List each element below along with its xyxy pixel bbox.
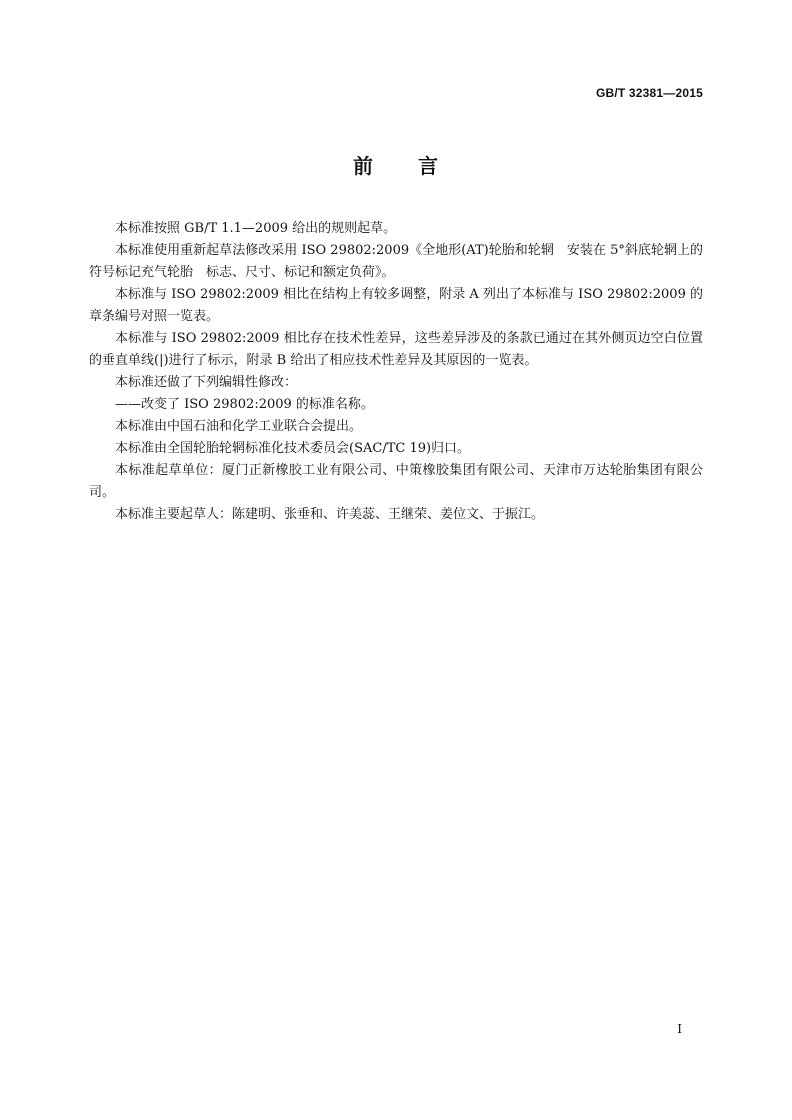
paragraph-drafting-units: 本标准起草单位：厦门正新橡胶工业有限公司、中策橡胶集团有限公司、天津市万达轮胎集团有限公司。: [89, 463, 703, 500]
paragraph-proposer: 本标准由中国石油和化学工业联合会提出。: [115, 419, 363, 434]
paragraph-technical-differences: 本标准与 ISO 29802:2009 相比存在技术性差异，这些差异涉及的条款已通过在其外侧页边空白位置的垂直单线(|)进行了标示，附录 B 给出了相应技术性差异及其原因的一览表。: [89, 331, 703, 368]
paragraph-drafters: 本标准主要起草人：陈建明、张垂和、许美蕊、王继荣、姜位文、于振江。: [115, 507, 545, 522]
document-code: GB/T 32381—2015: [595, 86, 703, 100]
paragraph-editorial-changes: 本标准还做了下列编辑性修改：: [115, 375, 298, 390]
paragraph-adoption: 本标准使用重新起草法修改采用 ISO 29802:2009《全地形(AT)轮胎和轮辋 安装在 5°斜底轮辋上的符号标记充气轮胎 标志、尺寸、标记和额定负荷》。: [89, 243, 703, 280]
title-char-1: 前: [353, 154, 374, 178]
page-title: [0, 150, 792, 179]
title-char-2: 言: [418, 154, 439, 178]
paragraph-structure-changes: 本标准与 ISO 29802:2009 相比在结构上有较多调整，附录 A 列出了本标准与 ISO 29802:2009 的章条编号对照一览表。: [89, 287, 703, 324]
foreword-body: [89, 218, 703, 526]
paragraph-title-change: ——改变了 ISO 29802:2009 的标准名称。: [115, 397, 374, 412]
paragraph-committee: 本标准由全国轮胎轮辋标准化技术委员会(SAC/TC 19)归口。: [115, 441, 471, 456]
page-number: I: [677, 1022, 682, 1036]
paragraph-drafting-rules: 本标准按照 GB/T 1.1—2009 给出的规则起草。: [115, 221, 397, 236]
